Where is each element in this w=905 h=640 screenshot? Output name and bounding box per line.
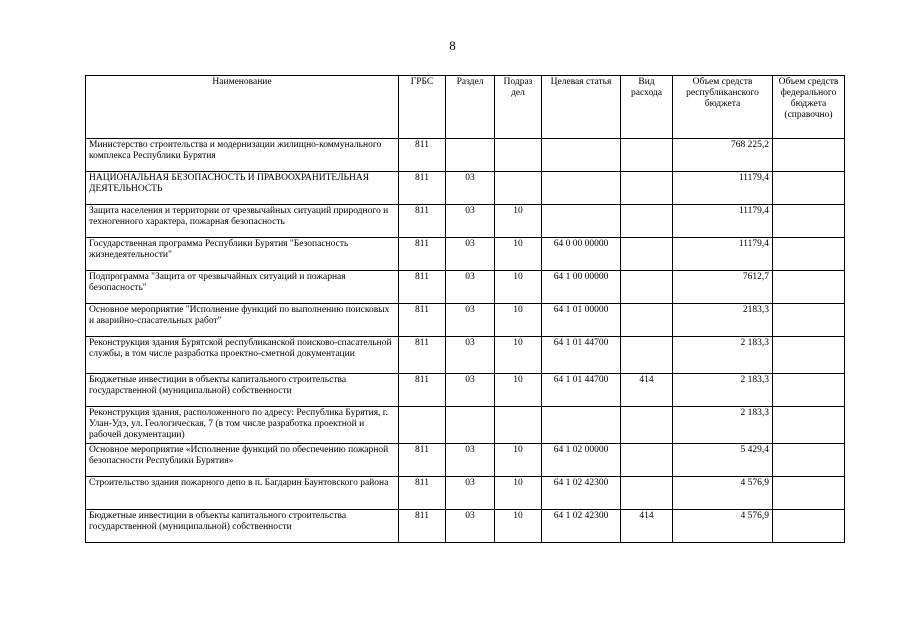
- cell-target: 64 1 01 44700: [542, 374, 621, 407]
- cell-section: 03: [446, 304, 495, 337]
- table-row: [86, 172, 845, 205]
- cell-subsection: 10: [495, 444, 542, 477]
- col-header-grbs: ГРБС: [399, 76, 446, 139]
- cell-subsection: 10: [495, 205, 542, 238]
- cell-republic-amount: 2 183,3: [673, 374, 773, 407]
- cell-grbs: [399, 407, 446, 444]
- cell-subsection: 10: [495, 510, 542, 543]
- cell-grbs: 811: [399, 337, 446, 374]
- table-row: [86, 477, 845, 510]
- cell-grbs: 811: [399, 139, 446, 172]
- cell-federal-amount: [773, 337, 845, 374]
- cell-federal-amount: [773, 444, 845, 477]
- cell-grbs: 811: [399, 205, 446, 238]
- cell-republic-amount: 5 429,4: [673, 444, 773, 477]
- cell-name: Строительство здания пожарного депо в п. Багдарин Баунтовского района: [86, 477, 399, 510]
- cell-target: [542, 205, 621, 238]
- cell-republic-amount: 768 225,2: [673, 139, 773, 172]
- budget-table: [85, 75, 845, 543]
- cell-expense-type: [621, 337, 673, 374]
- cell-republic-amount: 2 183,3: [673, 337, 773, 374]
- cell-name: Реконструкция здания Бурятской республиканской поисково-спасательной службы, в том числе разработка проектно-сметной документации: [86, 337, 399, 374]
- cell-grbs: 811: [399, 271, 446, 304]
- col-header-federal-budget: Объем средств федерального бюджета (справочно): [773, 76, 845, 139]
- table-row: [86, 205, 845, 238]
- cell-subsection: [495, 139, 542, 172]
- cell-federal-amount: [773, 477, 845, 510]
- cell-expense-type: [621, 444, 673, 477]
- table-row: [86, 271, 845, 304]
- cell-federal-amount: [773, 139, 845, 172]
- cell-section: 03: [446, 271, 495, 304]
- cell-grbs: 811: [399, 510, 446, 543]
- cell-federal-amount: [773, 172, 845, 205]
- cell-name: Бюджетные инвестиции в объекты капитального строительства государственной (муниципальной) собственности: [86, 374, 399, 407]
- col-header-target: Целевая статья: [542, 76, 621, 139]
- col-header-name: Наименование: [86, 76, 399, 139]
- table-row: [86, 444, 845, 477]
- cell-expense-type: [621, 407, 673, 444]
- cell-grbs: 811: [399, 374, 446, 407]
- cell-target: [542, 172, 621, 205]
- cell-expense-type: [621, 172, 673, 205]
- table-row: [86, 337, 845, 374]
- cell-federal-amount: [773, 271, 845, 304]
- cell-target: [542, 139, 621, 172]
- cell-section: 03: [446, 172, 495, 205]
- table-row: [86, 510, 845, 543]
- cell-republic-amount: 7612,7: [673, 271, 773, 304]
- cell-name: Министерство строительства и модернизации жилищно-коммунального комплекса Республики Бурятия: [86, 139, 399, 172]
- cell-republic-amount: 2183,3: [673, 304, 773, 337]
- cell-federal-amount: [773, 510, 845, 543]
- cell-subsection: [495, 407, 542, 444]
- cell-target: 64 1 02 42300: [542, 510, 621, 543]
- table-row: [86, 304, 845, 337]
- cell-federal-amount: [773, 304, 845, 337]
- cell-expense-type: [621, 271, 673, 304]
- cell-section: 03: [446, 238, 495, 271]
- cell-section: 03: [446, 477, 495, 510]
- page-number: 8: [449, 38, 456, 53]
- cell-republic-amount: 2 183,3: [673, 407, 773, 444]
- cell-section: 03: [446, 510, 495, 543]
- cell-name: НАЦИОНАЛЬНАЯ БЕЗОПАСНОСТЬ И ПРАВООХРАНИТЕЛЬНАЯ ДЕЯТЕЛЬНОСТЬ: [86, 172, 399, 205]
- cell-name: Реконструкция здания, расположенного по адресу: Республика Бурятия, г. Улан-Удэ, ул. Геологическая, 7 (в том числе разработка проектной и рабочей документации): [86, 407, 399, 444]
- col-header-subsection: Подраз дел: [495, 76, 542, 139]
- cell-target: [542, 407, 621, 444]
- cell-subsection: 10: [495, 271, 542, 304]
- cell-subsection: 10: [495, 304, 542, 337]
- cell-expense-type: 414: [621, 374, 673, 407]
- cell-section: 03: [446, 444, 495, 477]
- col-header-expense-type: Вид расхода: [621, 76, 673, 139]
- cell-target: 64 1 00 00000: [542, 271, 621, 304]
- col-header-republic-budget: Объем средств республиканского бюджета: [673, 76, 773, 139]
- cell-federal-amount: [773, 374, 845, 407]
- cell-republic-amount: 11179,4: [673, 172, 773, 205]
- cell-expense-type: [621, 238, 673, 271]
- cell-target: 64 1 02 00000: [542, 444, 621, 477]
- cell-section: 03: [446, 337, 495, 374]
- cell-expense-type: [621, 205, 673, 238]
- cell-grbs: 811: [399, 444, 446, 477]
- cell-grbs: 811: [399, 172, 446, 205]
- cell-section: 03: [446, 374, 495, 407]
- cell-section: [446, 139, 495, 172]
- cell-name: Государственная программа Республики Бурятия "Безопасность жизнедеятельности": [86, 238, 399, 271]
- cell-republic-amount: 4 576,9: [673, 477, 773, 510]
- cell-subsection: 10: [495, 238, 542, 271]
- header-row: [86, 76, 845, 139]
- cell-expense-type: [621, 477, 673, 510]
- cell-grbs: 811: [399, 304, 446, 337]
- cell-name: Защита населения и территории от чрезвычайных ситуаций природного и техногенного характера, пожарная безопасность: [86, 205, 399, 238]
- cell-federal-amount: [773, 238, 845, 271]
- table-row: [86, 407, 845, 444]
- cell-section: [446, 407, 495, 444]
- cell-republic-amount: 11179,4: [673, 205, 773, 238]
- cell-expense-type: 414: [621, 510, 673, 543]
- table-row: [86, 238, 845, 271]
- table-body: [86, 139, 845, 543]
- cell-grbs: 811: [399, 238, 446, 271]
- cell-expense-type: [621, 139, 673, 172]
- cell-subsection: 10: [495, 337, 542, 374]
- cell-name: Подпрограмма "Защита от чрезвычайных ситуаций и пожарная безопасность": [86, 271, 399, 304]
- cell-subsection: 10: [495, 477, 542, 510]
- cell-target: 64 0 00 00000: [542, 238, 621, 271]
- cell-republic-amount: 4 576,9: [673, 510, 773, 543]
- cell-federal-amount: [773, 407, 845, 444]
- cell-name: Основное мероприятие «Исполнение функций по обеспечению пожарной безопасности Республики Бурятия»: [86, 444, 399, 477]
- cell-name: Бюджетные инвестиции в объекты капитального строительства государственной (муниципальной) собственности: [86, 510, 399, 543]
- cell-republic-amount: 11179,4: [673, 238, 773, 271]
- cell-subsection: [495, 172, 542, 205]
- cell-federal-amount: [773, 205, 845, 238]
- col-header-section: Раздел: [446, 76, 495, 139]
- table-row: [86, 374, 845, 407]
- cell-subsection: 10: [495, 374, 542, 407]
- cell-section: 03: [446, 205, 495, 238]
- cell-name: Основное мероприятие "Исполнение функций по выполнению поисковых и аварийно-спасательных работ": [86, 304, 399, 337]
- cell-target: 64 1 01 00000: [542, 304, 621, 337]
- cell-expense-type: [621, 304, 673, 337]
- cell-target: 64 1 01 44700: [542, 337, 621, 374]
- table-row: [86, 139, 845, 172]
- cell-target: 64 1 02 42300: [542, 477, 621, 510]
- cell-grbs: 811: [399, 477, 446, 510]
